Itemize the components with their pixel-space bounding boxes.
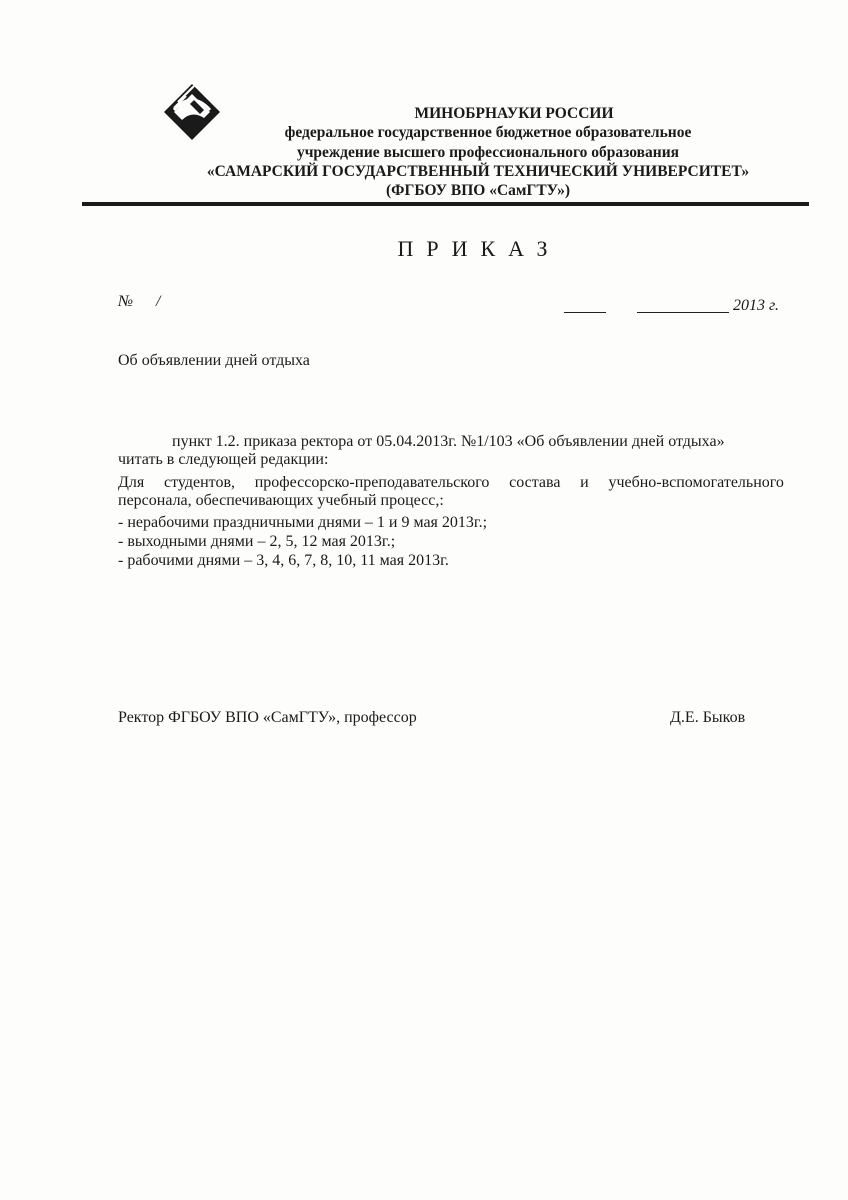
body-word: и — [580, 474, 589, 491]
holiday-list-item: - выходными днями – 2, 5, 12 мая 2013г.; — [118, 533, 396, 550]
order-number-label: № — [118, 293, 134, 310]
institution-type-line: федеральное государственное бюджетное образовательное — [284, 124, 692, 141]
body-paragraph-line: читать в следующей редакции: — [118, 451, 329, 468]
document-title: ПРИКАЗ — [397, 236, 561, 261]
body-justified-line — [118, 474, 784, 492]
body-paragraph-line: персонала, обеспечивающих учебный процесс,: — [118, 492, 444, 509]
body-word: студентов, — [163, 474, 235, 491]
body-word: состава — [509, 474, 561, 491]
date-month-blank — [637, 312, 729, 313]
ministry-name: МИНОБРНАУКИ РОССИИ — [414, 105, 614, 122]
order-number-separator: / — [156, 293, 161, 310]
holiday-list-item: - рабочими днями – 3, 4, 6, 7, 8, 10, 11 мая 2013г. — [118, 552, 449, 569]
signatory-name: Д.Е. Быков — [670, 709, 746, 726]
signatory-title: Ректор ФГБОУ ВПО «СамГТУ», профессор — [118, 709, 417, 726]
body-word: профессорско-преподавательского — [254, 474, 490, 491]
university-abbreviation: (ФГБОУ ВПО «СамГТУ») — [385, 182, 570, 199]
header-divider — [82, 202, 809, 206]
date-day-blank — [564, 312, 606, 313]
order-subject: Об объявлении дней отдыха — [118, 352, 310, 369]
body-word: учебно-вспомогательного — [608, 474, 784, 491]
body-paragraph-line: пункт 1.2. приказа ректора от 05.04.2013г. №1/103 «Об объявлении дней отдыха» — [172, 433, 725, 450]
institution-level-line: учреждение высшего профессионального образования — [296, 144, 680, 161]
university-name: «САМАРСКИЙ ГОСУДАРСТВЕННЫЙ ТЕХНИЧЕСКИЙ УНИВЕРСИТЕТ» — [206, 163, 750, 180]
body-word: Для — [118, 474, 145, 491]
holiday-list-item: - нерабочими праздничными днями – 1 и 9 мая 2013г.; — [118, 514, 488, 531]
date-year: 2013 г. — [733, 297, 780, 314]
